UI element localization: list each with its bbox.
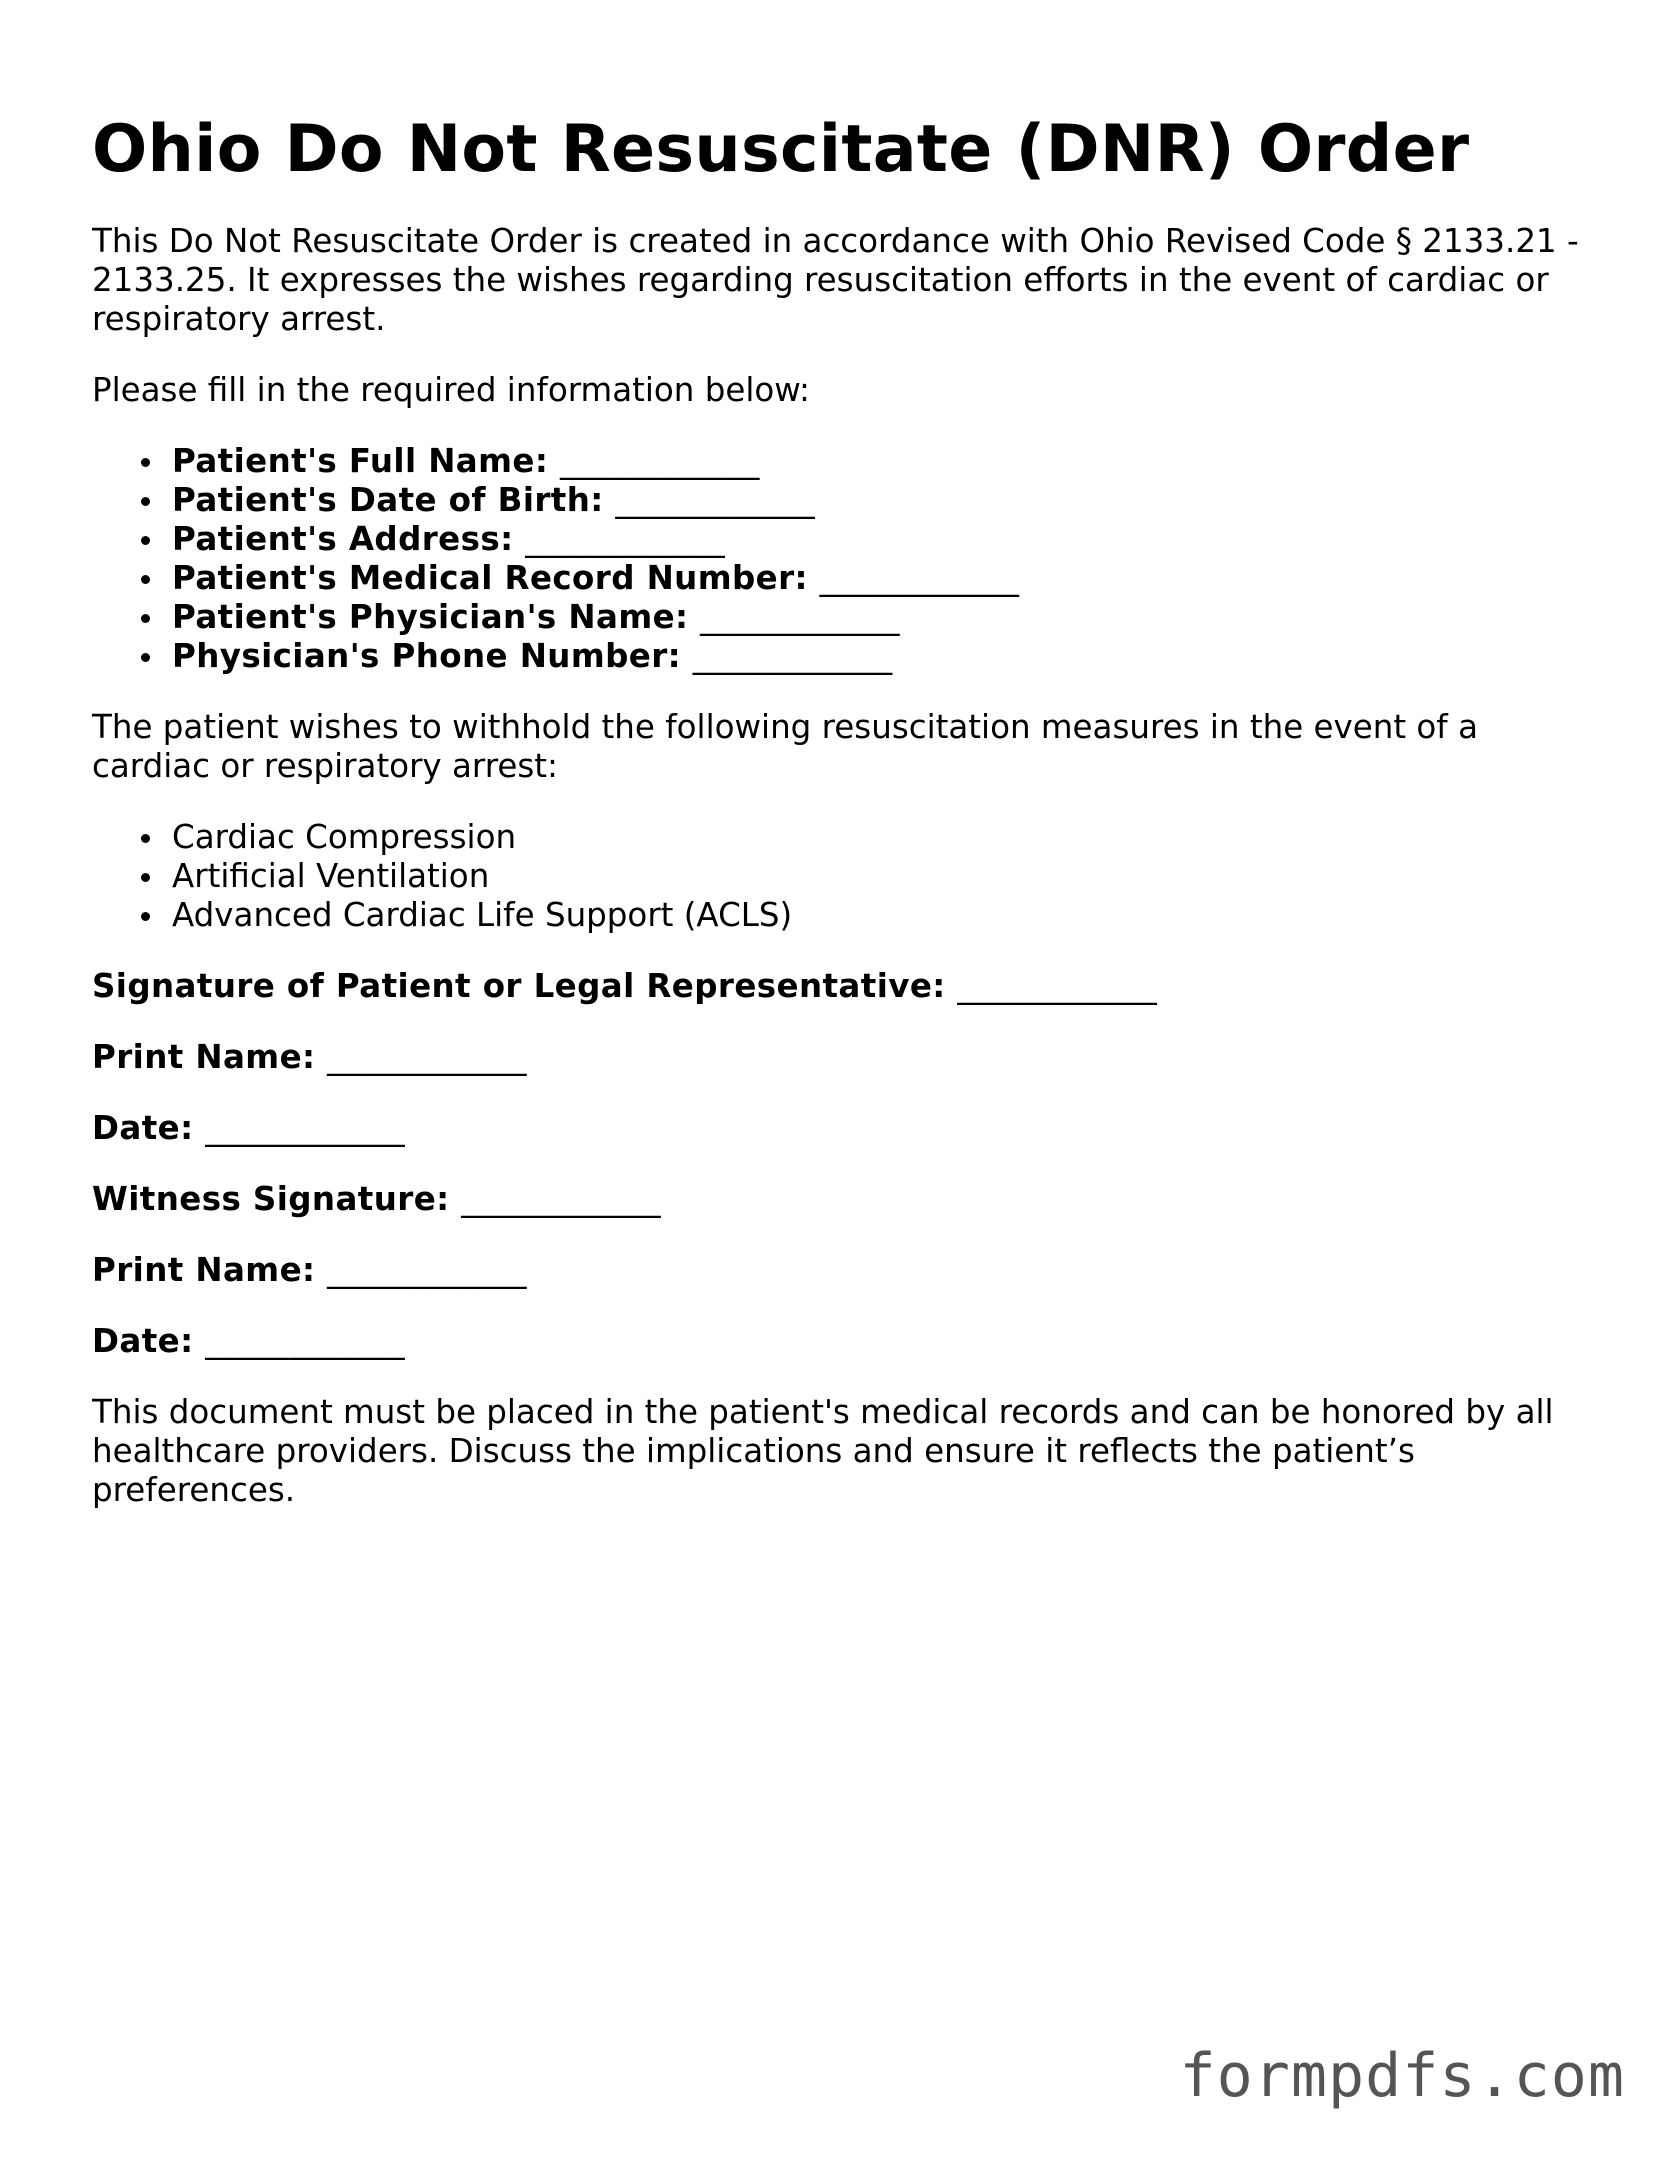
- witness-date-blank[interactable]: ____________: [205, 1321, 406, 1360]
- measure-item: Artificial Ventilation: [172, 857, 1592, 896]
- field-label: Patient's Full Name:: [172, 441, 549, 480]
- fill-in-prompt: Please fill in the required information below:: [92, 370, 810, 409]
- medical-record-number-field: [172, 559, 1592, 598]
- witness-date-line: [92, 1322, 1592, 1361]
- patient-print-name-line: [92, 1038, 1592, 1077]
- patient-date-blank[interactable]: ____________: [205, 1108, 406, 1147]
- signature-label: Witness Signature:: [92, 1179, 450, 1218]
- patient-dob-field: [172, 481, 1592, 520]
- patient-signature-line: [92, 967, 1592, 1006]
- signature-label: Date:: [92, 1108, 194, 1147]
- patient-address-blank[interactable]: ____________: [525, 519, 726, 558]
- physician-phone-field: [172, 637, 1592, 676]
- patient-dob-blank[interactable]: ____________: [615, 480, 816, 519]
- field-label: Physician's Phone Number:: [172, 636, 682, 675]
- patient-info-list: [92, 442, 1592, 676]
- measure-item: Advanced Cardiac Life Support (ACLS): [172, 896, 1592, 935]
- signature-label: Date:: [92, 1321, 194, 1360]
- signature-label: Print Name:: [92, 1250, 316, 1289]
- patient-date-line: [92, 1109, 1592, 1148]
- witness-signature-blank[interactable]: ____________: [461, 1179, 662, 1218]
- patient-full-name-field: [172, 442, 1592, 481]
- witness-signature-line: [92, 1180, 1592, 1219]
- measures-intro-paragraph: The patient wishes to withhold the following resuscitation measures in the event of a cardiac or respiratory arrest:: [92, 707, 1478, 785]
- document-page: [92, 108, 1592, 1510]
- closing-paragraph: This document must be placed in the patient's medical records and can be honored by all healthcare providers. Discuss the implications and ensure it reflects the patient’s preferences.: [92, 1392, 1554, 1509]
- signature-label: Signature of Patient or Legal Representative:: [92, 966, 946, 1005]
- patient-print-name-blank[interactable]: ____________: [327, 1037, 527, 1076]
- physician-name-field: [172, 598, 1592, 637]
- field-label: Patient's Date of Birth:: [172, 480, 604, 519]
- witness-print-name-blank[interactable]: ____________: [327, 1250, 527, 1289]
- measure-item: Cardiac Compression: [172, 818, 1592, 857]
- field-label: Patient's Physician's Name:: [172, 597, 689, 636]
- physician-phone-blank[interactable]: ____________: [692, 636, 893, 675]
- site-watermark: formpdfs.com: [1179, 2041, 1625, 2111]
- witness-print-name-line: [92, 1251, 1592, 1290]
- signature-label: Print Name:: [92, 1037, 316, 1076]
- physician-name-blank[interactable]: ____________: [700, 597, 900, 636]
- document-title: Ohio Do Not Resuscitate (DNR) Order: [92, 112, 1470, 187]
- patient-address-field: [172, 520, 1592, 559]
- patient-full-name-blank[interactable]: ____________: [559, 441, 760, 480]
- medical-record-number-blank[interactable]: ____________: [819, 558, 1020, 597]
- withheld-measures-list: [92, 818, 1592, 935]
- field-label: Patient's Medical Record Number:: [172, 558, 808, 597]
- field-label: Patient's Address:: [172, 519, 514, 558]
- intro-paragraph: This Do Not Resuscitate Order is created in accordance with Ohio Revised Code § 2133.21 - 2133.25. It expresses the wishes regarding resuscitation efforts in the event of cardiac or respiratory arrest.: [92, 221, 1579, 338]
- patient-signature-blank[interactable]: ____________: [957, 966, 1158, 1005]
